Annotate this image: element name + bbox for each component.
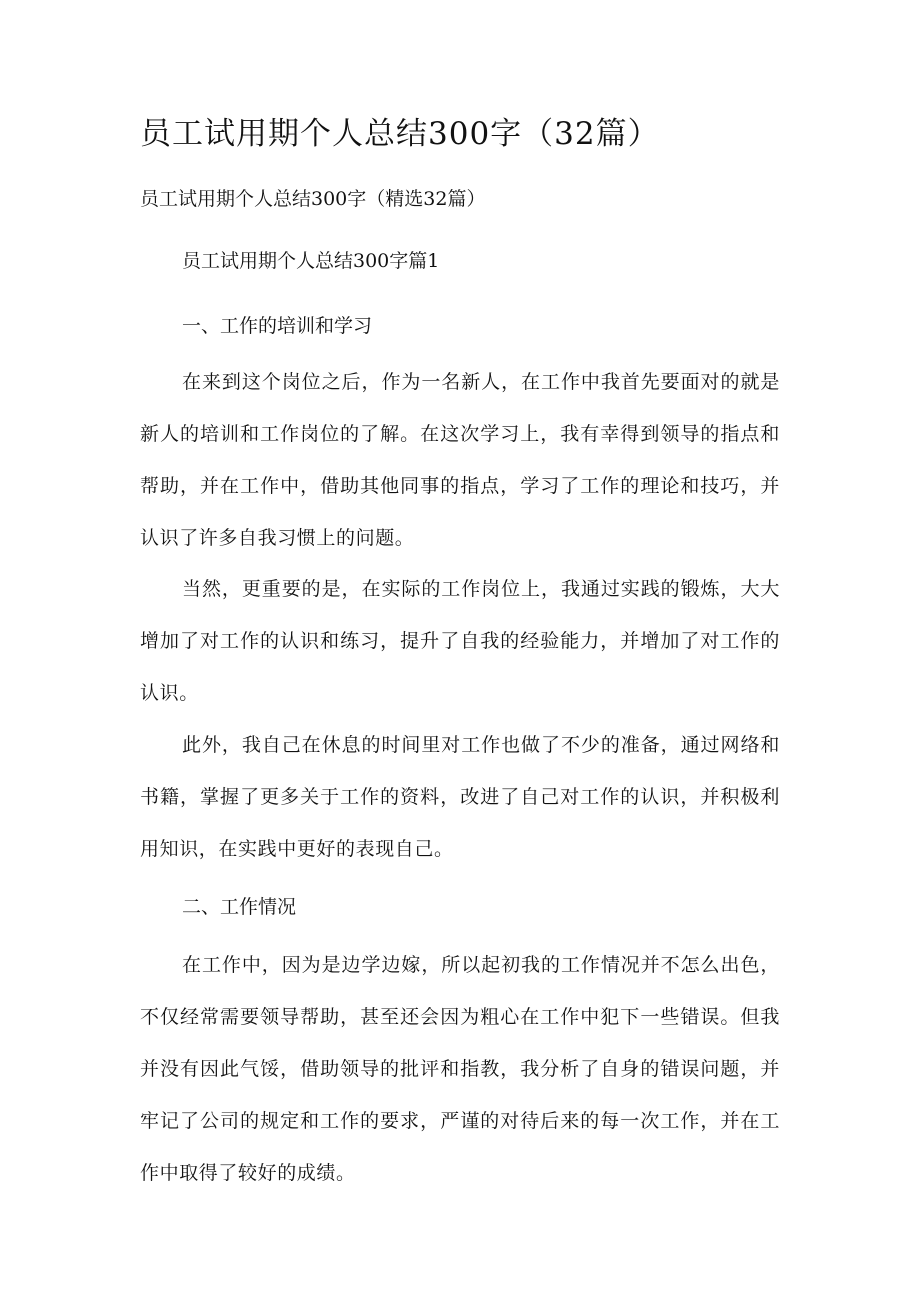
paragraph-line: 增加了对工作的认识和练习，提升了自我的经验能力，并增加了对工作的 (140, 630, 780, 652)
paragraph-line: 新人的培训和工作岗位的了解。在这次学习上，我有幸得到领导的指点和 (140, 423, 780, 445)
paragraph-work-status (140, 939, 780, 1199)
paragraph-line: 牢记了公司的规定和工作的要求，严谨的对待后来的每一次工作，并在工 (140, 1110, 780, 1132)
paragraph-practice (140, 563, 780, 719)
paragraph-line: 并没有因此气馁，借助领导的批评和指教，我分析了自身的错误问题，并 (140, 1058, 780, 1080)
paragraph-line: 帮助，并在工作中，借助其他同事的指点，学习了工作的理论和技巧，并 (140, 475, 780, 497)
section-heading-training: 一、工作的培训和学习 (182, 315, 373, 337)
document-title: 员工试用期个人总结300字（32篇） (140, 116, 660, 152)
paragraph-training (140, 356, 780, 564)
paragraph-line: 在工作中，因为是边学边嫁，所以起初我的工作情况并不怎么出色， (182, 954, 780, 976)
paragraph-line: 在来到这个岗位之后，作为一名新人，在工作中我首先要面对的就是 (182, 371, 780, 393)
paragraph-line: 认识。 (140, 682, 199, 704)
paragraph-line: 不仅经常需要领导帮助，甚至还会因为粗心在工作中犯下一些错误。但我 (140, 1006, 780, 1028)
article-heading: 员工试用期个人总结300字篇1 (182, 250, 440, 272)
section-heading-work-status: 二、工作情况 (182, 896, 297, 918)
document-subtitle: 员工试用期个人总结300字（精选32篇） (140, 188, 486, 210)
paragraph-line: 用知识，在实践中更好的表现自己。 (140, 838, 454, 860)
paragraph-line: 书籍，掌握了更多关于工作的资料，改进了自己对工作的认识，并积极利 (140, 786, 780, 808)
paragraph-line: 作中取得了较好的成绩。 (140, 1162, 356, 1184)
paragraph-line: 当然，更重要的是，在实际的工作岗位上，我通过实践的锻炼，大大 (182, 578, 780, 600)
paragraph-line: 此外，我自己在休息的时间里对工作也做了不少的准备，通过网络和 (182, 734, 780, 756)
paragraph-line: 认识了许多自我习惯上的问题。 (140, 527, 415, 549)
paragraph-self-study (140, 719, 780, 875)
